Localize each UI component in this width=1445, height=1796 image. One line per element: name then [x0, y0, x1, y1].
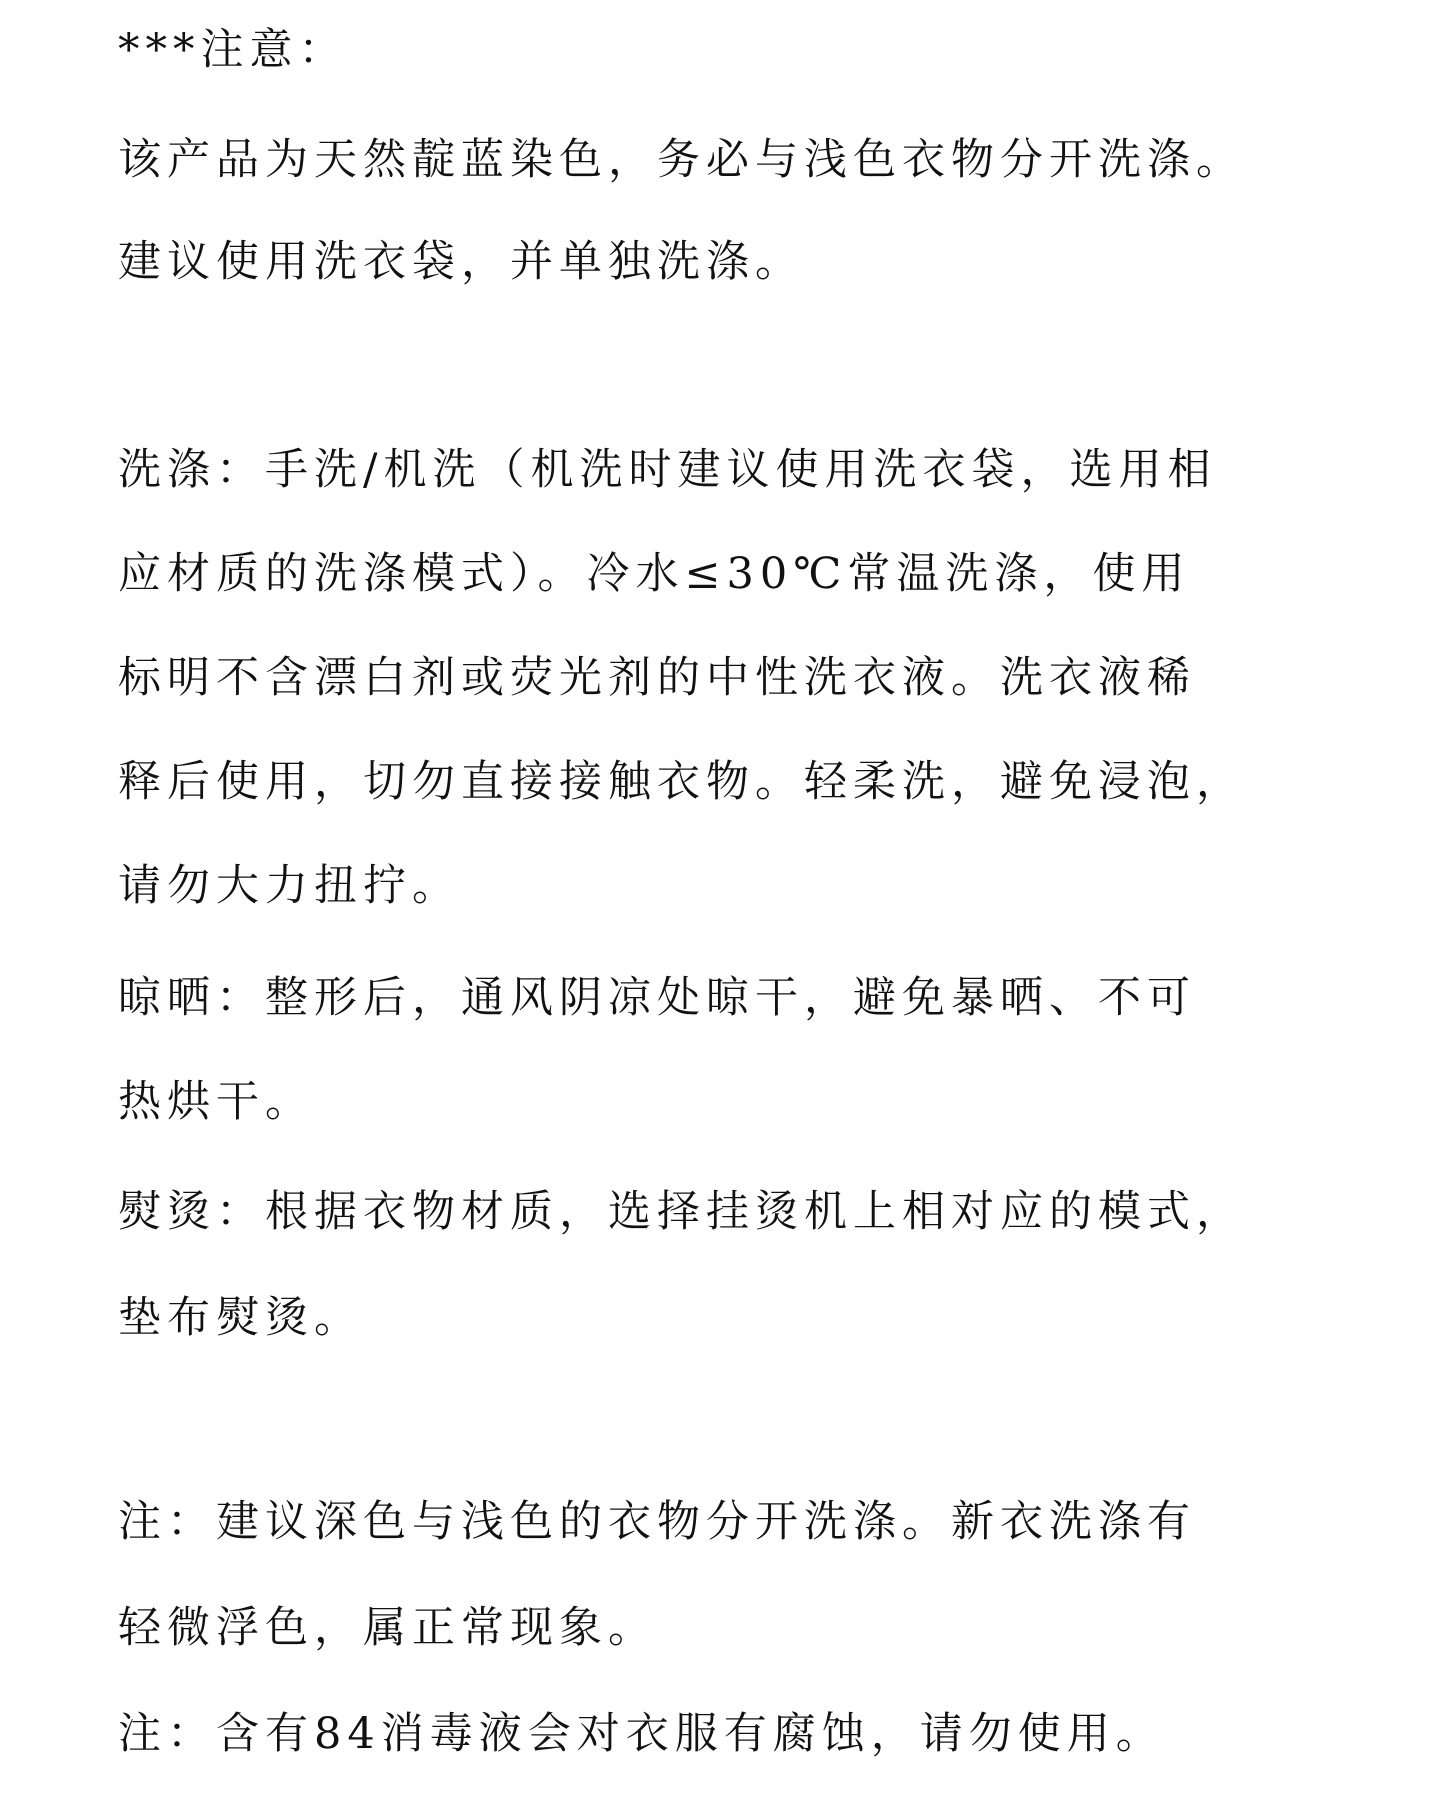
note-line-1: 注：建议深色与浅色的衣物分开洗涤。新衣洗涤有: [118, 1497, 1196, 1547]
washing-line-4: 释后使用，切勿直接接触衣物。轻柔洗，避免浸泡，: [118, 757, 1245, 807]
washing-line-1: 洗涤：手洗/机洗（机洗时建议使用洗衣袋，选用相: [118, 445, 1217, 495]
ironing-line-2: 垫布熨烫。: [118, 1293, 363, 1343]
notice-line-1: 该产品为天然靛蓝染色，务必与浅色衣物分开洗涤。: [118, 135, 1245, 185]
washing-line-3: 标明不含漂白剂或荧光剂的中性洗衣液。洗衣液稀: [118, 653, 1196, 703]
notice-heading: ***注意：: [118, 25, 348, 75]
ironing-line-1: 熨烫：根据衣物材质，选择挂烫机上相对应的模式，: [118, 1187, 1245, 1237]
washing-line-2: 应材质的洗涤模式）。冷水≤30℃常温洗涤，使用: [118, 549, 1191, 599]
drying-line-2: 热烘干。: [118, 1077, 314, 1127]
note-line-3: 注：含有84消毒液会对衣服有腐蚀，请勿使用。: [118, 1709, 1165, 1759]
notice-line-2: 建议使用洗衣袋，并单独洗涤。: [118, 237, 804, 287]
washing-line-5: 请勿大力扭拧。: [118, 861, 461, 911]
note-line-2: 轻微浮色，属正常现象。: [118, 1603, 657, 1653]
drying-line-1: 晾晒：整形后，通风阴凉处晾干，避免暴晒、不可: [118, 973, 1196, 1023]
